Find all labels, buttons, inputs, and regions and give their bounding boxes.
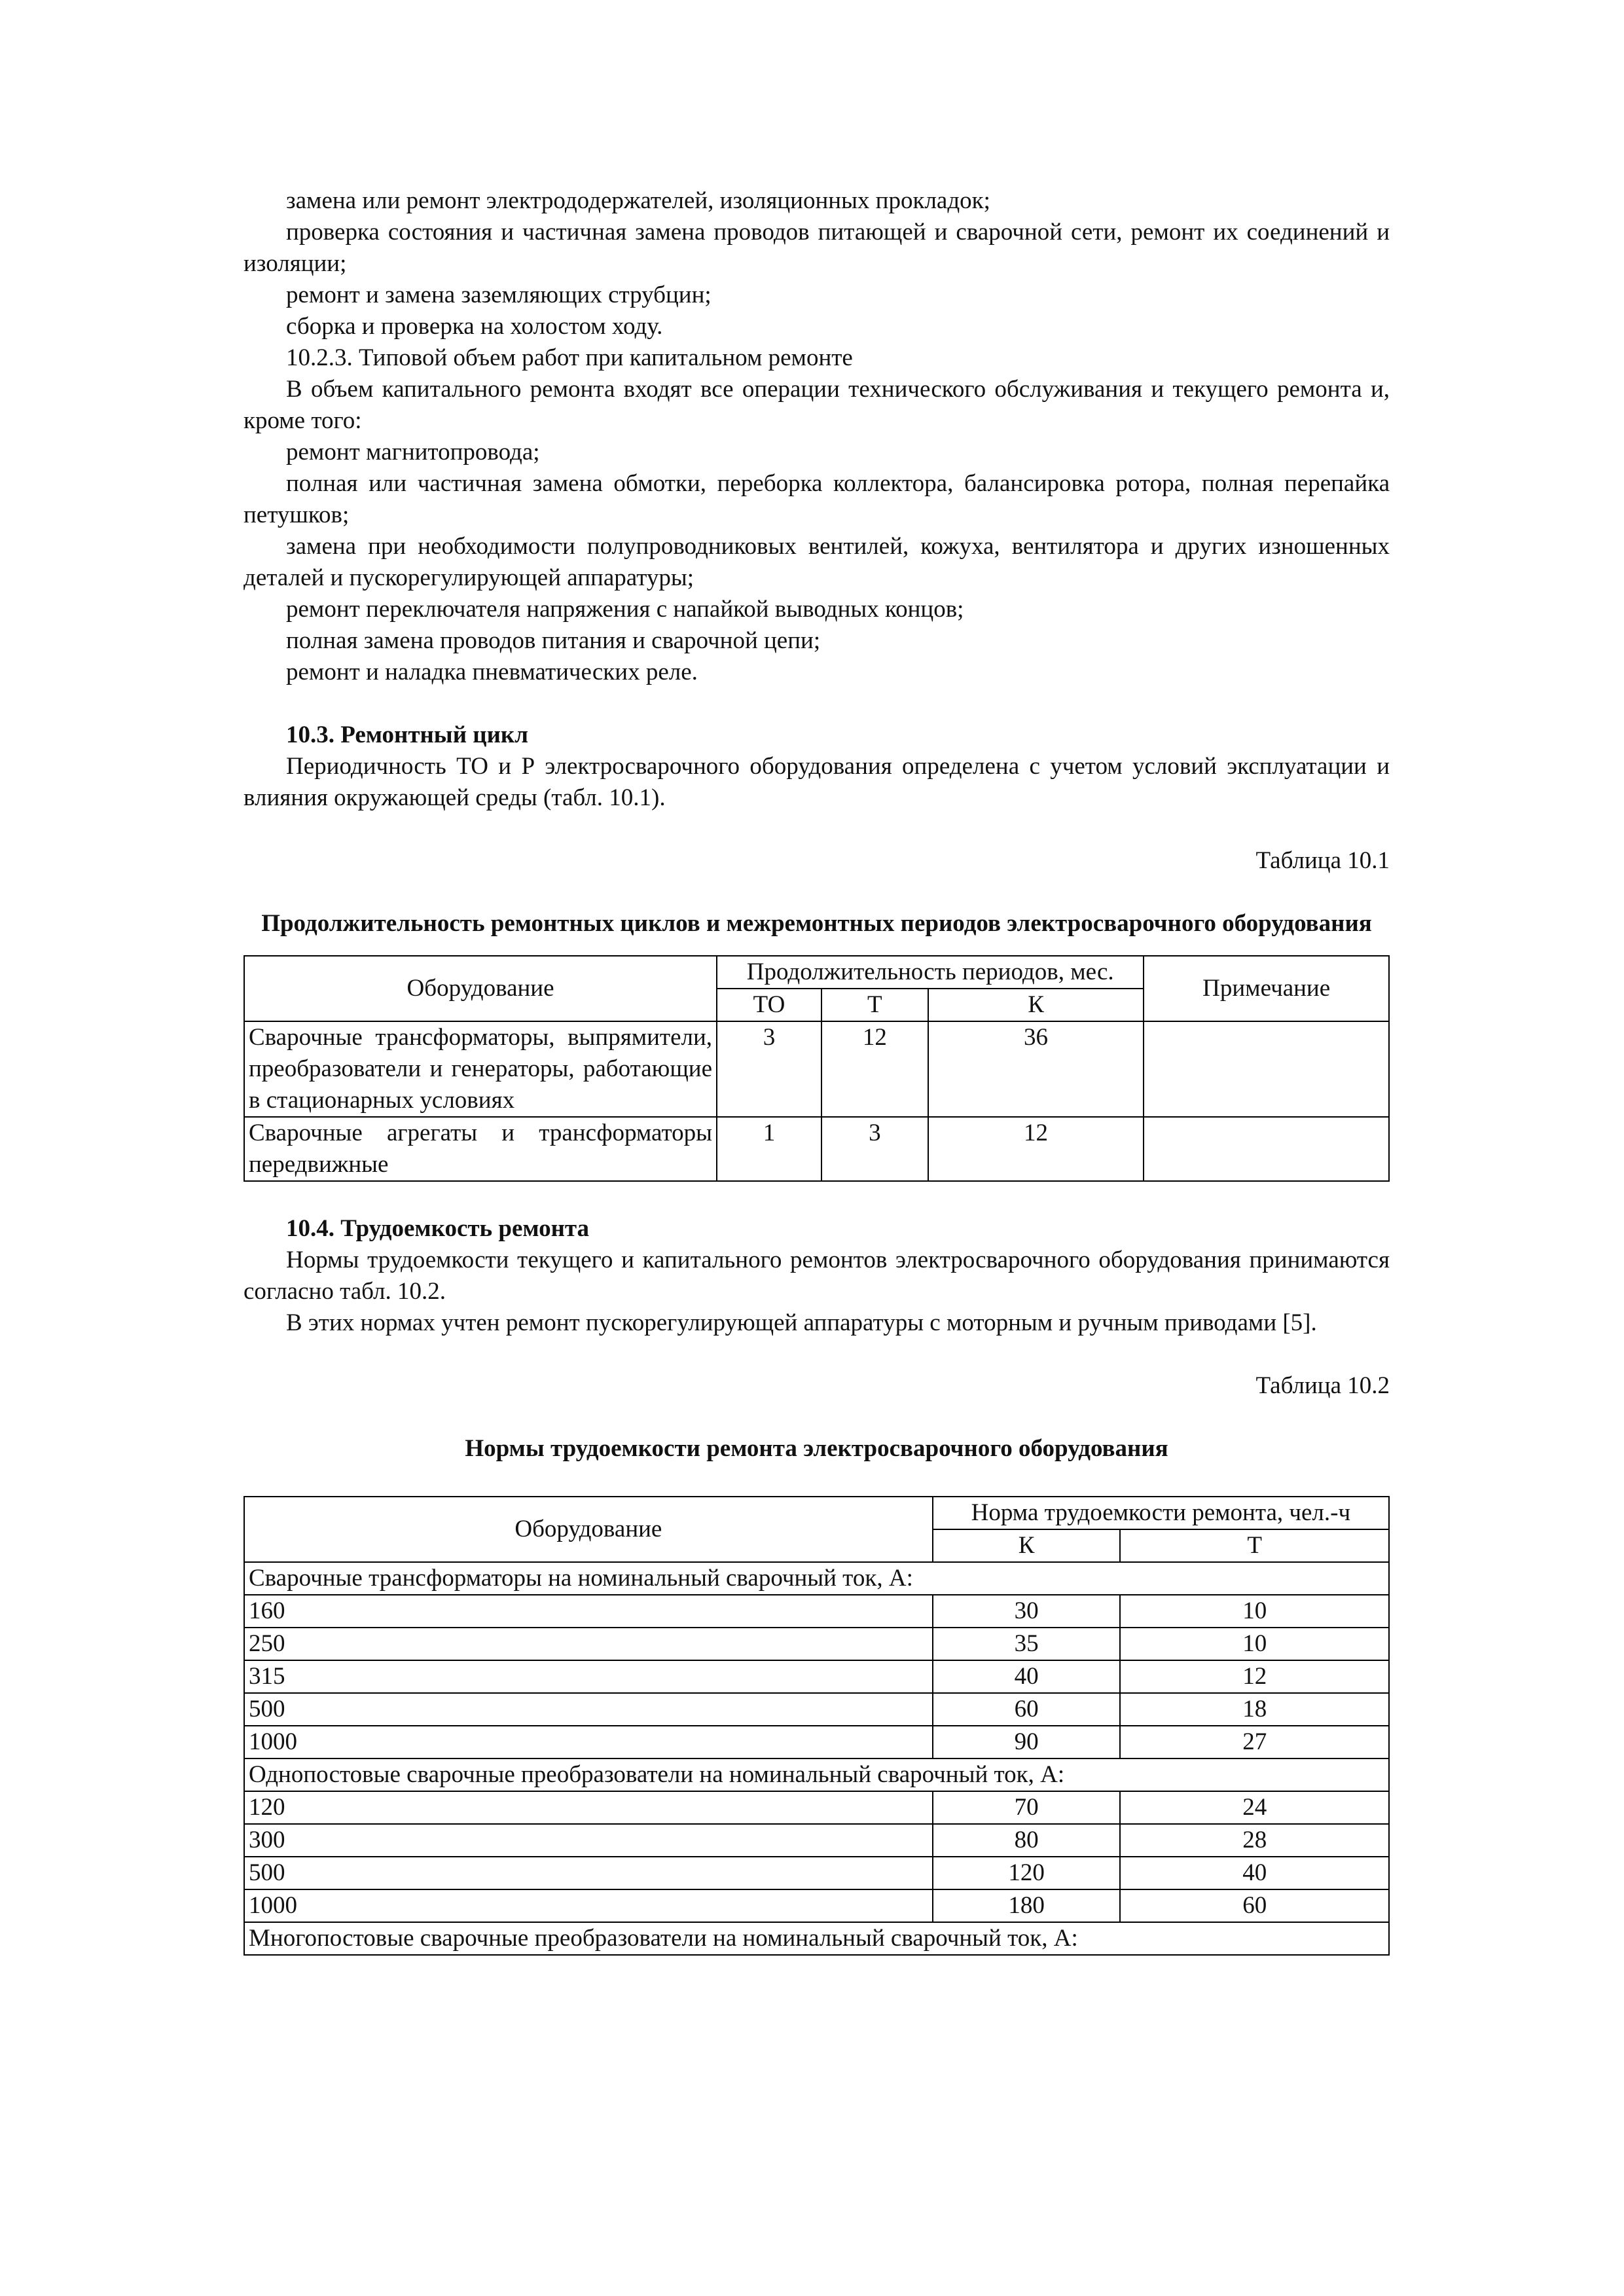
table-label: Таблица 10.2	[1255, 1372, 1390, 1399]
table-caption: Нормы трудоемкости ремонта электросварочного оборудования	[465, 1435, 1168, 1462]
table-cell: 250	[244, 1628, 933, 1660]
group-title-cell: Сварочные трансформаторы на номинальный сварочный ток, А:	[244, 1562, 1389, 1595]
table-row	[244, 1660, 1389, 1693]
table-cell: 1	[717, 1117, 821, 1181]
table-cell: 27	[1120, 1726, 1389, 1758]
paragraph: полная замена проводов питания и сварочной цепи;	[286, 627, 821, 654]
table-cell: 12	[928, 1117, 1144, 1181]
paragraph: ремонт и замена заземляющих струбцин;	[286, 282, 712, 308]
header-cell: Продолжительность периодов, мес.	[717, 956, 1144, 989]
paragraphs-top	[244, 185, 1390, 688]
table-row	[244, 1693, 1389, 1726]
table-row	[244, 1889, 1389, 1922]
table-cell: 60	[933, 1693, 1121, 1726]
table-row	[244, 1726, 1389, 1758]
table-cell: 70	[933, 1791, 1121, 1824]
table-label: Таблица 10.1	[1255, 847, 1390, 874]
table-cell: 300	[244, 1824, 933, 1857]
header-cell: ТО	[717, 989, 821, 1021]
table-row	[244, 1021, 1389, 1117]
table-caption: Продолжительность ремонтных циклов и межремонтных периодов электросварочного оборудования	[261, 910, 1372, 937]
section-heading-10-4: 10.4. Трудоемкость ремонта	[286, 1215, 590, 1242]
table-cell: Сварочные агрегаты и трансформаторы передвижные	[244, 1117, 717, 1181]
paragraph: замена при необходимости полупроводниковых вентилей, кожуха, вентилятора и других изношенных деталей и пускорегулирующей аппаратуры;	[244, 533, 1390, 591]
table-cell: 120	[933, 1857, 1121, 1889]
section-heading-10-3: 10.3. Ремонтный цикл	[286, 721, 528, 748]
document-page	[244, 185, 1390, 1956]
table-row	[244, 1628, 1389, 1660]
table-cell: 36	[928, 1021, 1144, 1117]
table-group-row	[244, 1758, 1389, 1791]
table-cell: 500	[244, 1693, 933, 1726]
table-cell: 10	[1120, 1628, 1389, 1660]
table-cell: 12	[1120, 1660, 1389, 1693]
table-cell: 60	[1120, 1889, 1389, 1922]
paragraph: проверка состояния и частичная замена проводов питающей и сварочной сети, ремонт их соединений и изоляции;	[244, 219, 1390, 277]
header-cell: Норма трудоемкости ремонта, чел.-ч	[933, 1497, 1389, 1529]
group-title-cell: Многопостовые сварочные преобразователи на номинальный сварочный ток, А:	[244, 1922, 1389, 1955]
table-cell: 1000	[244, 1726, 933, 1758]
header-cell: Т	[1120, 1529, 1389, 1562]
table-cell: 180	[933, 1889, 1121, 1922]
table-cell	[1144, 1021, 1389, 1117]
group-title-cell: Однопостовые сварочные преобразователи на номинальный сварочный ток, А:	[244, 1758, 1389, 1791]
table-cell: 18	[1120, 1693, 1389, 1726]
table-cell: 3	[821, 1117, 928, 1181]
table-cell: 1000	[244, 1889, 933, 1922]
paragraph: ремонт магнитопровода;	[286, 439, 540, 465]
table-labor-norms	[244, 1496, 1390, 1956]
header-cell: Примечание	[1144, 956, 1389, 1021]
table-cell: 40	[1120, 1857, 1389, 1889]
table-cell: 80	[933, 1824, 1121, 1857]
header-cell: Оборудование	[244, 1497, 933, 1562]
table-cell: 120	[244, 1791, 933, 1824]
table-group-row	[244, 1922, 1389, 1955]
table-cell: 160	[244, 1595, 933, 1628]
table-cell: 35	[933, 1628, 1121, 1660]
table-group-row	[244, 1562, 1389, 1595]
paragraph: полная или частичная замена обмотки, переборка коллектора, балансировка ротора, полная перепайка петушков;	[244, 470, 1390, 528]
header-cell: Оборудование	[244, 956, 717, 1021]
subsection-title: 10.2.3. Типовой объем работ при капитальном ремонте	[286, 344, 853, 371]
table-row	[244, 1791, 1389, 1824]
table-cell: 28	[1120, 1824, 1389, 1857]
table-cell: 500	[244, 1857, 933, 1889]
table-cell: 30	[933, 1595, 1121, 1628]
paragraph: В объем капитального ремонта входят все операции технического обслуживания и текущего ремонта и, кроме того:	[244, 376, 1390, 434]
table-repair-cycles	[244, 955, 1390, 1182]
paragraph: ремонт переключателя напряжения с напайкой выводных концов;	[286, 596, 964, 623]
table-row	[244, 1857, 1389, 1889]
table-cell: 90	[933, 1726, 1121, 1758]
header-cell: Т	[821, 989, 928, 1021]
table-cell: 10	[1120, 1595, 1389, 1628]
table-row	[244, 1595, 1389, 1628]
header-cell: К	[928, 989, 1144, 1021]
paragraph: замена или ремонт электрододержателей, изоляционных прокладок;	[286, 187, 990, 214]
paragraph: сборка и проверка на холостом ходу.	[286, 313, 663, 340]
paragraph: В этих нормах учтен ремонт пускорегулирующей аппаратуры с моторным и ручным приводами [5].	[286, 1309, 1317, 1336]
table-cell: 24	[1120, 1791, 1389, 1824]
table-cell: 12	[821, 1021, 928, 1117]
table-row	[244, 1824, 1389, 1857]
table-row	[244, 1117, 1389, 1181]
table-cell: 40	[933, 1660, 1121, 1693]
paragraph: Периодичность ТО и Р электросварочного оборудования определена с учетом условий эксплуатации и влияния окружающей среды (табл. 10.1).	[244, 753, 1390, 811]
paragraph: Нормы трудоемкости текущего и капитального ремонтов электросварочного оборудования принимаются согласно табл. 10.2.	[244, 1247, 1390, 1305]
header-cell: К	[933, 1529, 1121, 1562]
table-cell: 315	[244, 1660, 933, 1693]
paragraph: ремонт и наладка пневматических реле.	[286, 659, 698, 685]
table-cell: Сварочные трансформаторы, выпрямители, преобразователи и генераторы, работающие в стационарных условиях	[244, 1021, 717, 1117]
table-cell: 3	[717, 1021, 821, 1117]
table-cell	[1144, 1117, 1389, 1181]
